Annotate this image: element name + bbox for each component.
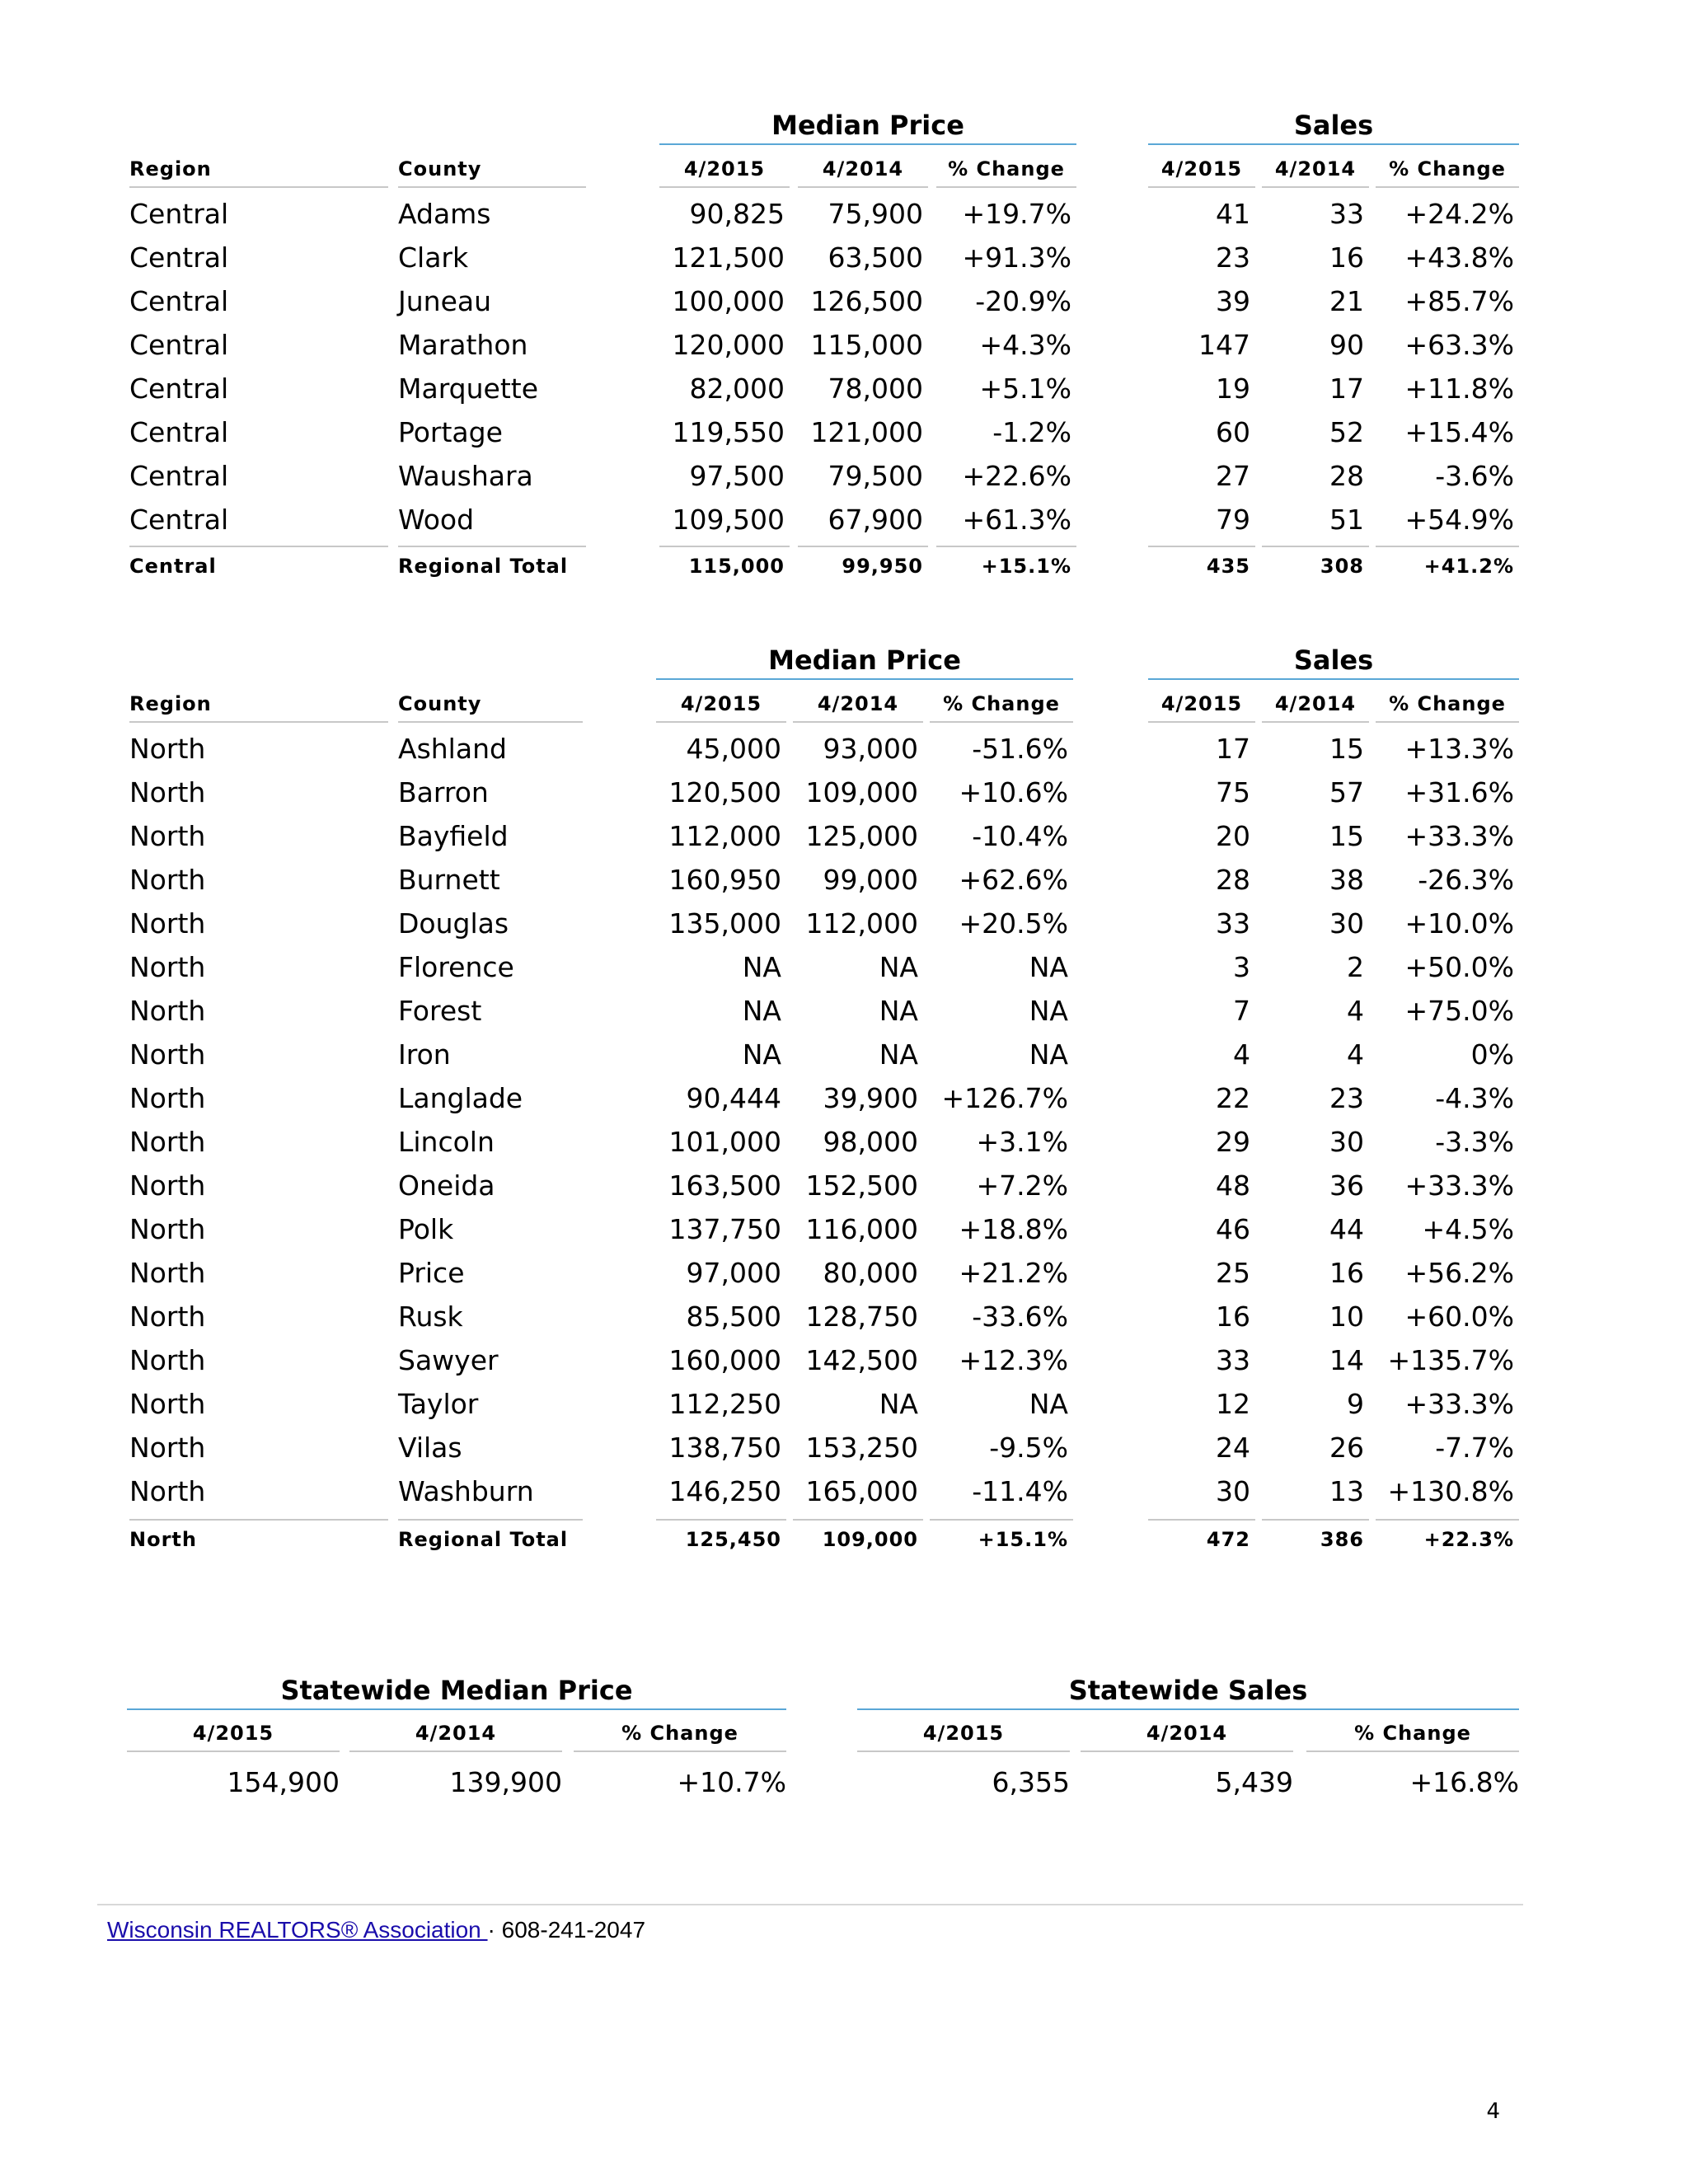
cell-median-2015: 160,950 — [668, 864, 781, 896]
cell-county: Polk — [398, 1213, 454, 1245]
col-header-statewide-median-2014: 4/2014 — [349, 1721, 562, 1752]
footer — [107, 1914, 645, 1947]
cell-region: North — [129, 1082, 206, 1114]
cell-county: Taylor — [398, 1388, 479, 1420]
cell-median-2014: 39,900 — [823, 1082, 918, 1114]
cell-sales-2014: 51 — [1329, 504, 1364, 536]
cell-sales-change: -7.7% — [1435, 1432, 1514, 1464]
cell-sales-2014: 16 — [1329, 241, 1364, 274]
cell-sales-2015: 17 — [1216, 733, 1250, 765]
cell-region: North — [129, 1432, 206, 1464]
cell-county: Burnett — [398, 864, 500, 896]
cell-county: Forest — [398, 995, 482, 1027]
table-row — [0, 367, 1688, 410]
cell-county: Oneida — [398, 1169, 495, 1202]
cell-sales-2015: 27 — [1216, 460, 1250, 492]
table-row — [0, 279, 1688, 323]
cell-sales-change: +63.3% — [1404, 329, 1514, 361]
cell-sales-2014: 17 — [1329, 373, 1364, 405]
cell-median-change: +19.7% — [962, 198, 1071, 230]
col-header-statewide-median-2015: 4/2015 — [127, 1721, 340, 1752]
cell-region: North — [129, 995, 206, 1027]
col-header-statewide-sales-2015: 4/2015 — [857, 1721, 1070, 1752]
cell-sales-change: -3.6% — [1435, 460, 1514, 492]
cell-sales-change: +54.9% — [1404, 504, 1514, 536]
cell-sales-2014: 33 — [1329, 198, 1364, 230]
cell-sales-2015: 30 — [1216, 1475, 1250, 1507]
cell-median-change: +21.2% — [959, 1257, 1068, 1289]
cell-county: Lincoln — [398, 1126, 495, 1158]
col-header-sales-2015: 4/2015 — [1148, 157, 1255, 188]
col-header-county: County — [398, 691, 583, 723]
cell-median-2014: 109,000 — [805, 776, 918, 808]
north-median-price-header: Median Price — [656, 644, 1073, 680]
cell-sales-2015: 41 — [1216, 198, 1250, 230]
cell-median-2015: NA — [742, 995, 781, 1027]
cell-median-2015: 163,500 — [668, 1169, 781, 1202]
cell-sales-change: +75.0% — [1404, 995, 1514, 1027]
north-sales-header: Sales — [1148, 644, 1519, 680]
cell-sales-change: +4.5% — [1422, 1213, 1514, 1245]
cell-sales-2014: 38 — [1329, 864, 1364, 896]
col-header-region: Region — [129, 157, 388, 188]
cell-median-change: -11.4% — [972, 1475, 1068, 1507]
table-row — [0, 323, 1688, 367]
cell-sales-2015: 20 — [1216, 820, 1250, 852]
col-header-sales-change: % Change — [1376, 157, 1519, 188]
cell-sales-change: +31.6% — [1404, 776, 1514, 808]
cell-sales-change: -26.3% — [1418, 864, 1514, 896]
cell-median-2014: 126,500 — [810, 285, 923, 317]
cell-median-2014: NA — [879, 1038, 918, 1071]
total-region: North — [129, 1519, 388, 1558]
cell-sales-2014: 28 — [1329, 460, 1364, 492]
cell-region: North — [129, 1475, 206, 1507]
page-number: 4 — [1486, 2099, 1500, 2124]
cell-median-2015: 160,000 — [668, 1344, 781, 1376]
cell-sales-change: +135.7% — [1387, 1344, 1514, 1376]
cell-median-change: NA — [1029, 995, 1068, 1027]
col-header-sales-2015: 4/2015 — [1148, 691, 1255, 723]
cell-sales-change: +60.0% — [1404, 1301, 1514, 1333]
cell-county: Vilas — [398, 1432, 462, 1464]
statewide-median-price-header: Statewide Median Price — [127, 1674, 786, 1710]
cell-median-change: +3.1% — [976, 1126, 1068, 1158]
cell-median-change: +62.6% — [959, 864, 1068, 896]
cell-county: Barron — [398, 776, 489, 808]
cell-median-2014: 116,000 — [805, 1213, 918, 1245]
col-header-median-change: % Change — [930, 691, 1073, 723]
cell-median-change: -51.6% — [972, 733, 1068, 765]
statewide-sales-2014: 5,439 — [1215, 1766, 1293, 1798]
total-sales-2014: 386 — [1262, 1519, 1369, 1558]
cell-sales-change: +130.8% — [1387, 1475, 1514, 1507]
cell-median-2014: 112,000 — [805, 907, 918, 940]
col-header-statewide-sales-change: % Change — [1306, 1721, 1519, 1752]
cell-median-2014: 142,500 — [805, 1344, 918, 1376]
cell-sales-2015: 75 — [1216, 776, 1250, 808]
cell-county: Rusk — [398, 1301, 463, 1333]
cell-county: Price — [398, 1257, 465, 1289]
cell-median-change: +7.2% — [976, 1169, 1068, 1202]
cell-median-2014: 99,000 — [823, 864, 918, 896]
cell-median-change: +22.6% — [962, 460, 1071, 492]
cell-median-change: +4.3% — [979, 329, 1071, 361]
cell-median-2015: 120,500 — [668, 776, 781, 808]
cell-region: North — [129, 820, 206, 852]
north-total-row — [0, 1519, 1688, 1557]
col-header-statewide-median-change: % Change — [574, 1721, 786, 1752]
table-row — [0, 1164, 1688, 1207]
cell-median-2014: 153,250 — [805, 1432, 918, 1464]
table-row — [0, 1033, 1688, 1076]
cell-region: Central — [129, 373, 229, 405]
cell-median-change: +126.7% — [941, 1082, 1068, 1114]
cell-sales-2015: 22 — [1216, 1082, 1250, 1114]
cell-median-2014: 115,000 — [810, 329, 923, 361]
table-row — [0, 1338, 1688, 1382]
cell-median-2014: 93,000 — [823, 733, 918, 765]
cell-county: Washburn — [398, 1475, 534, 1507]
cell-region: North — [129, 1169, 206, 1202]
cell-sales-2014: 15 — [1329, 733, 1364, 765]
cell-county: Portage — [398, 416, 503, 448]
cell-sales-change: +56.2% — [1404, 1257, 1514, 1289]
col-header-statewide-sales-2014: 4/2014 — [1081, 1721, 1293, 1752]
cell-median-change: +18.8% — [959, 1213, 1068, 1245]
table-row — [0, 236, 1688, 279]
central-total-row — [0, 546, 1688, 583]
cell-region: North — [129, 1301, 206, 1333]
col-header-sales-2014: 4/2014 — [1262, 691, 1369, 723]
total-median-2014: 109,000 — [793, 1519, 923, 1558]
footer-divider — [97, 1904, 1523, 1905]
cell-sales-2014: 13 — [1329, 1475, 1364, 1507]
cell-county: Ashland — [398, 733, 507, 765]
table-row — [0, 945, 1688, 989]
cell-median-change: -9.5% — [989, 1432, 1068, 1464]
cell-sales-2015: 28 — [1216, 864, 1250, 896]
cell-sales-2015: 23 — [1216, 241, 1250, 274]
cell-county: Waushara — [398, 460, 533, 492]
total-sales-2014: 308 — [1262, 546, 1369, 585]
cell-sales-change: -3.3% — [1435, 1126, 1514, 1158]
table-row — [0, 814, 1688, 858]
cell-sales-2014: 26 — [1329, 1432, 1364, 1464]
col-header-median-2014: 4/2014 — [798, 157, 928, 188]
total-median-change: +15.1% — [936, 546, 1076, 585]
cell-sales-change: 0% — [1470, 1038, 1514, 1071]
cell-median-2015: 82,000 — [689, 373, 785, 405]
cell-sales-2015: 25 — [1216, 1257, 1250, 1289]
total-median-2014: 99,950 — [798, 546, 928, 585]
cell-region: North — [129, 907, 206, 940]
cell-sales-2015: 48 — [1216, 1169, 1250, 1202]
cell-region: North — [129, 1213, 206, 1245]
cell-sales-2014: 52 — [1329, 416, 1364, 448]
cell-sales-2014: 90 — [1329, 329, 1364, 361]
cell-sales-2015: 24 — [1216, 1432, 1250, 1464]
cell-sales-2015: 19 — [1216, 373, 1250, 405]
cell-median-2014: NA — [879, 995, 918, 1027]
cell-median-2015: NA — [742, 951, 781, 983]
cell-median-2014: 128,750 — [805, 1301, 918, 1333]
table-row — [0, 1076, 1688, 1120]
cell-median-2014: 125,000 — [805, 820, 918, 852]
table-row — [0, 1382, 1688, 1426]
table-row — [0, 1426, 1688, 1469]
cell-sales-2014: 21 — [1329, 285, 1364, 317]
statewide-sales-2015: 6,355 — [992, 1766, 1070, 1798]
total-sales-change: +41.2% — [1376, 546, 1519, 585]
cell-median-2014: 80,000 — [823, 1257, 918, 1289]
cell-region: Central — [129, 416, 229, 448]
cell-median-2015: 138,750 — [668, 1432, 781, 1464]
cell-median-2015: 120,000 — [672, 329, 785, 361]
central-sales-header: Sales — [1148, 109, 1519, 145]
col-header-sales-2014: 4/2014 — [1262, 157, 1369, 188]
cell-county: Florence — [398, 951, 514, 983]
cell-sales-change: +43.8% — [1404, 241, 1514, 274]
total-sales-change: +22.3% — [1376, 1519, 1519, 1558]
central-median-price-header: Median Price — [659, 109, 1076, 145]
cell-region: North — [129, 864, 206, 896]
cell-median-2014: 67,900 — [828, 504, 923, 536]
total-label: Regional Total — [398, 1519, 583, 1558]
cell-median-change: +91.3% — [962, 241, 1071, 274]
cell-region: North — [129, 776, 206, 808]
cell-sales-2014: 57 — [1329, 776, 1364, 808]
total-median-2015: 125,450 — [656, 1519, 786, 1558]
cell-county: Juneau — [398, 285, 492, 317]
cell-sales-2014: 10 — [1329, 1301, 1364, 1333]
col-header-median-2015: 4/2015 — [656, 691, 786, 723]
cell-county: Iron — [398, 1038, 451, 1071]
table-row — [0, 498, 1688, 541]
cell-region: North — [129, 1344, 206, 1376]
cell-sales-change: +33.3% — [1404, 1388, 1514, 1420]
col-header-county: County — [398, 157, 586, 188]
total-label: Regional Total — [398, 546, 586, 585]
col-header-median-change: % Change — [936, 157, 1076, 188]
table-row — [0, 727, 1688, 771]
cell-county: Marquette — [398, 373, 539, 405]
cell-region: North — [129, 1388, 206, 1420]
cell-median-change: NA — [1029, 951, 1068, 983]
statewide-median-2015: 154,900 — [227, 1766, 340, 1798]
cell-sales-change: +33.3% — [1404, 1169, 1514, 1202]
table-row — [0, 771, 1688, 814]
cell-sales-2014: 44 — [1329, 1213, 1364, 1245]
cell-sales-2015: 7 — [1233, 995, 1250, 1027]
cell-median-change: +5.1% — [979, 373, 1071, 405]
cell-sales-change: +10.0% — [1404, 907, 1514, 940]
cell-median-change: +61.3% — [962, 504, 1071, 536]
cell-median-2014: 75,900 — [828, 198, 923, 230]
cell-median-2015: 119,550 — [672, 416, 785, 448]
cell-region: North — [129, 733, 206, 765]
cell-sales-2014: 15 — [1329, 820, 1364, 852]
cell-median-change: -10.4% — [972, 820, 1068, 852]
cell-median-2015: 121,500 — [672, 241, 785, 274]
statewide-median-change: +10.7% — [677, 1766, 786, 1798]
cell-sales-2015: 39 — [1216, 285, 1250, 317]
cell-median-change: NA — [1029, 1388, 1068, 1420]
cell-region: North — [129, 951, 206, 983]
cell-median-2014: 152,500 — [805, 1169, 918, 1202]
cell-median-2015: 109,500 — [672, 504, 785, 536]
cell-sales-2014: 4 — [1347, 995, 1364, 1027]
cell-median-2014: 165,000 — [805, 1475, 918, 1507]
cell-sales-2015: 46 — [1216, 1213, 1250, 1245]
cell-sales-2015: 12 — [1216, 1388, 1250, 1420]
cell-county: Adams — [398, 198, 491, 230]
cell-sales-2015: 16 — [1216, 1301, 1250, 1333]
cell-region: Central — [129, 198, 229, 230]
cell-median-change: NA — [1029, 1038, 1068, 1071]
cell-median-2015: NA — [742, 1038, 781, 1071]
cell-median-2015: 101,000 — [668, 1126, 781, 1158]
cell-region: Central — [129, 460, 229, 492]
cell-sales-2014: 30 — [1329, 907, 1364, 940]
cell-median-2014: 98,000 — [823, 1126, 918, 1158]
cell-sales-2014: 36 — [1329, 1169, 1364, 1202]
cell-sales-2014: 30 — [1329, 1126, 1364, 1158]
table-row — [0, 410, 1688, 454]
cell-region: North — [129, 1038, 206, 1071]
cell-sales-2014: 16 — [1329, 1257, 1364, 1289]
total-sales-2015: 435 — [1148, 546, 1255, 585]
cell-region: North — [129, 1257, 206, 1289]
cell-county: Douglas — [398, 907, 509, 940]
cell-sales-2015: 33 — [1216, 1344, 1250, 1376]
cell-median-2014: 78,000 — [828, 373, 923, 405]
cell-sales-2015: 3 — [1233, 951, 1250, 983]
cell-county: Marathon — [398, 329, 528, 361]
table-row — [0, 1469, 1688, 1513]
col-header-sales-change: % Change — [1376, 691, 1519, 723]
cell-sales-change: +11.8% — [1404, 373, 1514, 405]
cell-median-2015: 97,000 — [686, 1257, 781, 1289]
cell-sales-2014: 2 — [1347, 951, 1364, 983]
association-link[interactable]: Wisconsin REALTORS® Association — [107, 1917, 488, 1943]
cell-median-change: -20.9% — [975, 285, 1071, 317]
col-header-median-2015: 4/2015 — [659, 157, 790, 188]
cell-median-2015: 90,444 — [686, 1082, 781, 1114]
table-row — [0, 192, 1688, 236]
cell-median-2015: 135,000 — [668, 907, 781, 940]
cell-median-2014: 63,500 — [828, 241, 923, 274]
cell-region: Central — [129, 285, 229, 317]
cell-median-2014: 79,500 — [828, 460, 923, 492]
cell-median-change: +10.6% — [959, 776, 1068, 808]
statewide-sales-header: Statewide Sales — [857, 1674, 1519, 1710]
table-row — [0, 1207, 1688, 1251]
cell-median-2015: 45,000 — [686, 733, 781, 765]
cell-median-2015: 146,250 — [668, 1475, 781, 1507]
cell-sales-2015: 79 — [1216, 504, 1250, 536]
cell-sales-2014: 14 — [1329, 1344, 1364, 1376]
cell-sales-change: +15.4% — [1404, 416, 1514, 448]
footer-phone: · 608-241-2047 — [487, 1917, 646, 1943]
cell-sales-2015: 29 — [1216, 1126, 1250, 1158]
total-median-2015: 115,000 — [659, 546, 790, 585]
total-sales-2015: 472 — [1148, 1519, 1255, 1558]
table-row — [0, 454, 1688, 498]
table-row — [0, 989, 1688, 1033]
cell-sales-change: +24.2% — [1404, 198, 1514, 230]
cell-sales-change: -4.3% — [1435, 1082, 1514, 1114]
total-median-change: +15.1% — [930, 1519, 1073, 1558]
cell-sales-change: +50.0% — [1404, 951, 1514, 983]
cell-sales-2014: 4 — [1347, 1038, 1364, 1071]
cell-sales-2015: 4 — [1233, 1038, 1250, 1071]
cell-county: Langlade — [398, 1082, 523, 1114]
cell-county: Clark — [398, 241, 469, 274]
cell-sales-2015: 60 — [1216, 416, 1250, 448]
table-row — [0, 902, 1688, 945]
cell-median-2015: 90,825 — [689, 198, 785, 230]
cell-median-change: -1.2% — [992, 416, 1071, 448]
cell-median-2015: 112,250 — [668, 1388, 781, 1420]
cell-sales-2015: 147 — [1198, 329, 1250, 361]
cell-median-2015: 137,750 — [668, 1213, 781, 1245]
cell-sales-2015: 33 — [1216, 907, 1250, 940]
cell-median-2014: NA — [879, 1388, 918, 1420]
cell-sales-2014: 9 — [1347, 1388, 1364, 1420]
cell-region: North — [129, 1126, 206, 1158]
cell-sales-2014: 23 — [1329, 1082, 1364, 1114]
cell-sales-change: +85.7% — [1404, 285, 1514, 317]
cell-county: Sawyer — [398, 1344, 499, 1376]
cell-median-2015: 100,000 — [672, 285, 785, 317]
cell-median-2014: NA — [879, 951, 918, 983]
cell-median-2015: 85,500 — [686, 1301, 781, 1333]
table-row — [0, 858, 1688, 902]
cell-county: Bayfield — [398, 820, 509, 852]
cell-median-2014: 121,000 — [810, 416, 923, 448]
table-row — [0, 1295, 1688, 1338]
table-row — [0, 1120, 1688, 1164]
col-header-median-2014: 4/2014 — [793, 691, 923, 723]
cell-median-change: -33.6% — [972, 1301, 1068, 1333]
cell-sales-change: +33.3% — [1404, 820, 1514, 852]
cell-region: Central — [129, 504, 229, 536]
total-region: Central — [129, 546, 388, 585]
statewide-median-2014: 139,900 — [449, 1766, 562, 1798]
cell-county: Wood — [398, 504, 475, 536]
cell-region: Central — [129, 241, 229, 274]
cell-median-change: +12.3% — [959, 1344, 1068, 1376]
cell-median-2015: 112,000 — [668, 820, 781, 852]
cell-region: Central — [129, 329, 229, 361]
cell-median-2015: 97,500 — [689, 460, 785, 492]
cell-median-change: +20.5% — [959, 907, 1068, 940]
cell-sales-change: +13.3% — [1404, 733, 1514, 765]
col-header-region: Region — [129, 691, 388, 723]
statewide-sales-change: +16.8% — [1409, 1766, 1519, 1798]
table-row — [0, 1251, 1688, 1295]
